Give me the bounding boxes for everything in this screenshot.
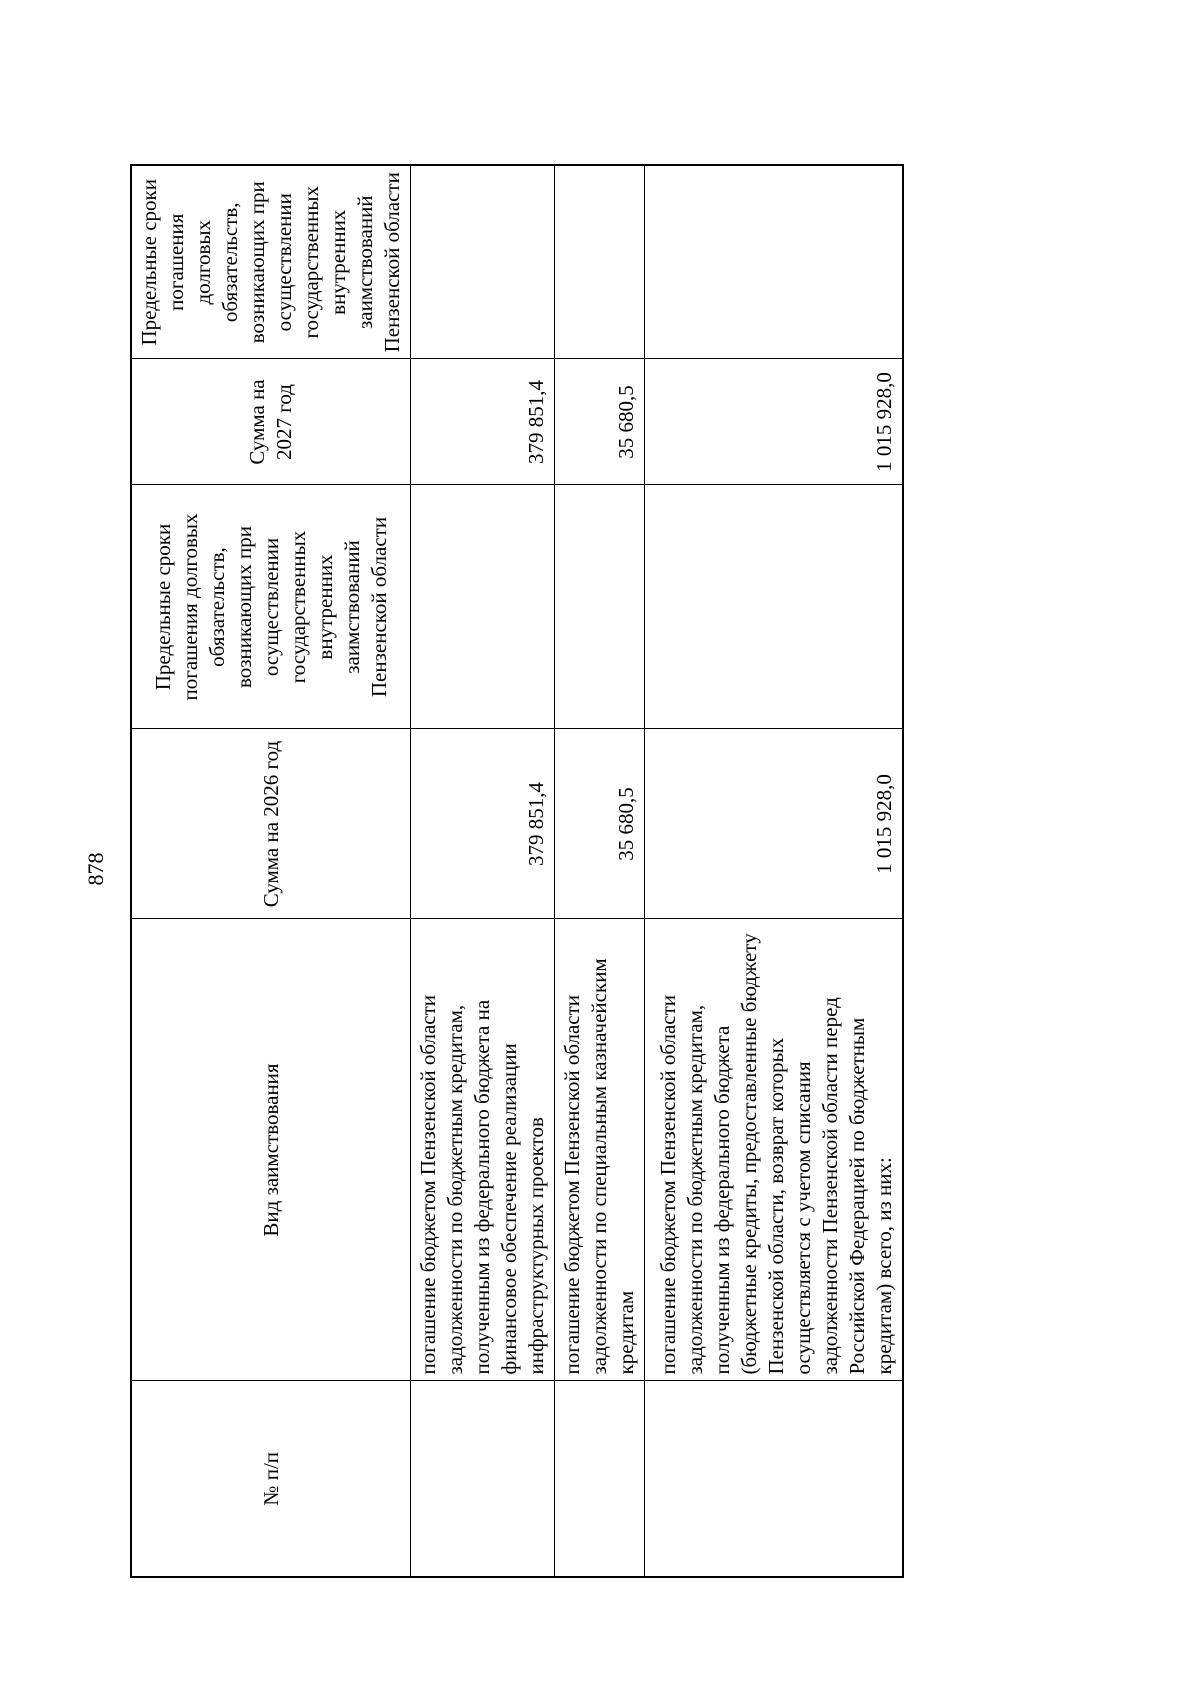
header-terms-2027: Предельные сроки погашения долговых обязательств, возникающих при осуществлении государственных внутренних заимствований Пензенской области	[131, 165, 411, 359]
page-number: 878	[83, 852, 108, 886]
row-num	[411, 1381, 555, 1577]
row-sum-2027: 1 015 928,0	[645, 359, 903, 485]
row-terms-2026	[555, 485, 645, 729]
borrowings-table	[130, 164, 904, 1578]
row-terms-2026	[645, 485, 903, 729]
borrowings-table-container	[130, 166, 896, 1578]
row-sum-2027: 35 680,5	[555, 359, 645, 485]
row-kind: погашение бюджетом Пензенской области задолженности по специальным казначейским кредитам	[555, 919, 645, 1381]
header-kind: Вид заимствования	[131, 919, 411, 1381]
header-terms-2026: Предельные сроки погашения долговых обязательств, возникающих при осуществлении государственных внутренних заимствований Пензенской области	[131, 485, 411, 729]
table-header-row	[131, 165, 411, 1577]
row-terms-2027	[555, 165, 645, 359]
row-terms-2026	[411, 485, 555, 729]
row-num	[645, 1381, 903, 1577]
row-sum-2027: 379 851,4	[411, 359, 555, 485]
row-sum-2026: 379 851,4	[411, 729, 555, 919]
row-terms-2027	[411, 165, 555, 359]
header-num: № п/п	[131, 1381, 411, 1577]
table-row	[411, 165, 555, 1577]
row-terms-2027	[645, 165, 903, 359]
row-num	[555, 1381, 645, 1577]
row-kind: погашение бюджетом Пензенской области задолженности по бюджетным кредитам, полученным из федерального бюджета (бюджетные кредиты, предоставленные бюджету Пензенской области, возврат которых осуществляется с учетом списания задолженности Пензенской области перед Российской Федерацией по бюджетным кредитам) всего, из них:	[645, 919, 903, 1381]
table-row	[645, 165, 903, 1577]
header-sum-2026: Сумма на 2026 год	[131, 729, 411, 919]
row-kind: погашение бюджетом Пензенской области задолженности по бюджетным кредитам, полученным из федерального бюджета на финансовое обеспечение реализации инфраструктурных проектов	[411, 919, 555, 1381]
table-row	[555, 165, 645, 1577]
row-sum-2026: 1 015 928,0	[645, 729, 903, 919]
header-sum-2027: Сумма на 2027 год	[131, 359, 411, 485]
row-sum-2026: 35 680,5	[555, 729, 645, 919]
